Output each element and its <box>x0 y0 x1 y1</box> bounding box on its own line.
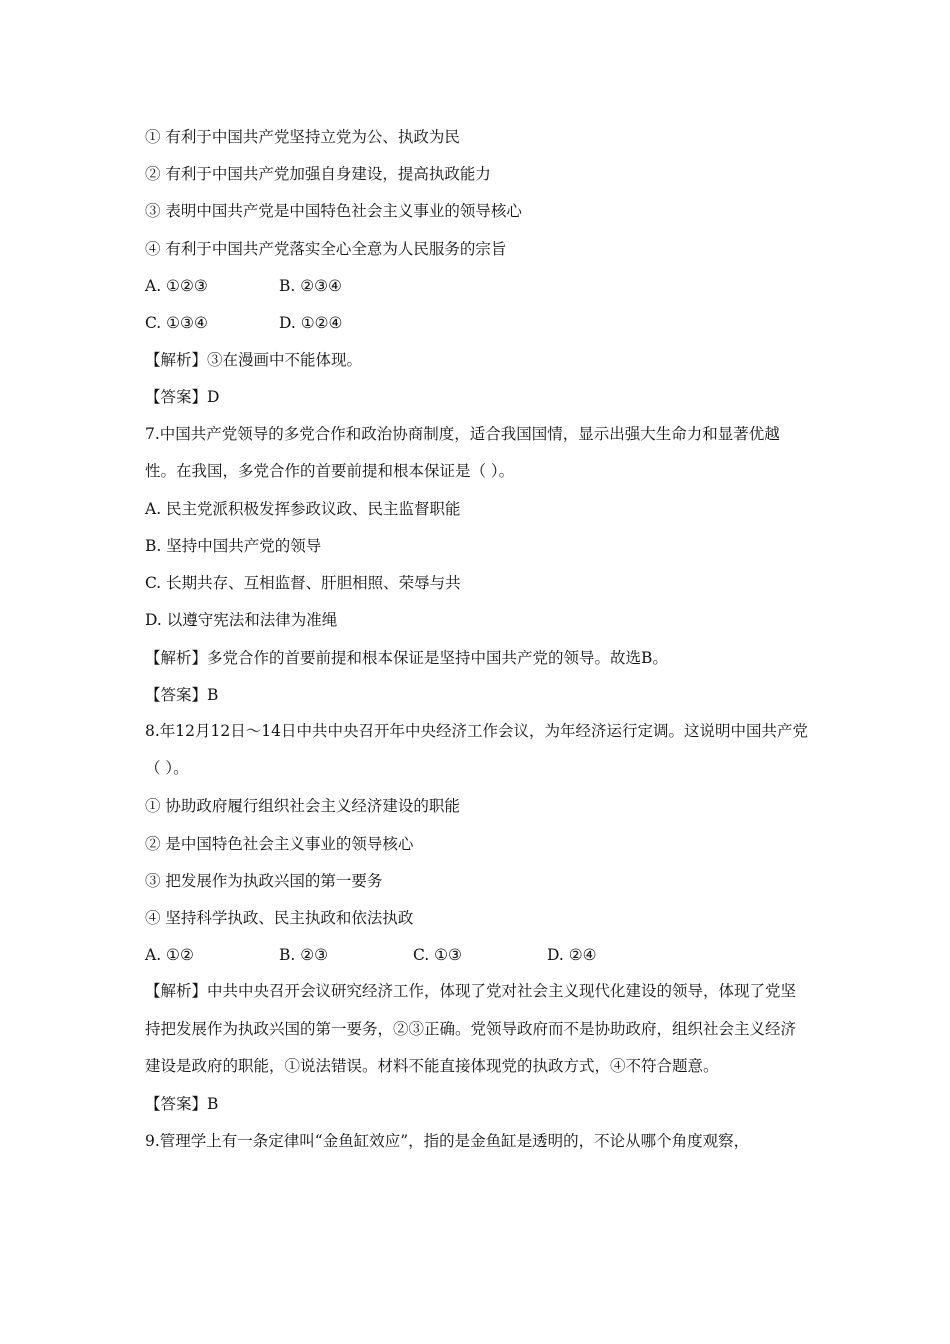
q8-option-b: B. ②③ <box>279 946 329 965</box>
q8-item-2: ② 是中国特色社会主义事业的领导核心 <box>145 834 414 853</box>
q6-item-2: ② 有利于中国共产党加强自身建设，提高执政能力 <box>145 165 491 184</box>
q8-item-4: ④ 坚持科学执政、民主执政和依法执政 <box>145 909 414 927</box>
q9-stem: 9.管理学上有一条定律叫“金鱼缸效应”，指的是金鱼缸是透明的，不论从哪个角度观察， <box>145 1132 750 1151</box>
q8-stem: 8.年12月12日～14日中共中央召开年中央经济工作会议，为年经济运行定调。这说明中国共产党（ ）。 <box>145 722 808 778</box>
q7-option-b: B. 坚持中国共产党的领导 <box>145 537 322 556</box>
q6-item-3: ③ 表明中国共产党是中国特色社会主义事业的领导核心 <box>145 202 522 221</box>
q8-options <box>145 940 810 977</box>
q7-option-d: D. 以遵守宪法和法律为准绳 <box>145 611 338 630</box>
q8-option-d: D. ②④ <box>547 946 597 965</box>
q8-item-3: ③ 把发展作为执政兴国的第一要务 <box>145 871 383 890</box>
q6-option-c: C. ①③④ <box>145 313 208 332</box>
q6-answer: 【答案】D <box>145 388 220 407</box>
q8-analysis: 【解析】中共中央召开会议研究经济工作，体现了党对社会主义现代化建设的领导，体现了党坚持把发展作为执政兴国的第一要务，②③正确。党领导政府而不是协助政府，组织社会主义经济建设是政府的职能，①说法错误。材料不能直接体现党的执政方式，④不符合题意。 <box>145 982 797 1075</box>
q6-options-row-2 <box>145 308 810 345</box>
q6-option-d: D. ①②④ <box>279 313 343 332</box>
q8-option-c: C. ①③ <box>413 946 462 965</box>
document-content <box>145 122 810 1163</box>
q6-item-1: ① 有利于中国共产党坚持立党为公、执政为民 <box>145 128 460 146</box>
q6-options-row-1 <box>145 271 810 308</box>
q6-option-a: A. ①②③ <box>145 276 208 295</box>
q7-answer: 【答案】B <box>145 685 219 704</box>
q6-analysis: 【解析】③在漫画中不能体现。 <box>145 351 363 370</box>
q7-stem: 7.中国共产党领导的多党合作和政治协商制度，适合我国国情，显示出强大生命力和显著优越性。在我国，多党合作的首要前提和根本保证是（ ）。 <box>145 424 780 480</box>
q7-analysis: 【解析】多党合作的首要前提和根本保证是坚持中国共产党的领导。故选B。 <box>145 648 668 667</box>
q6-item-4: ④ 有利于中国共产党落实全心全意为人民服务的宗旨 <box>145 239 507 258</box>
q6-option-b: B. ②③④ <box>279 276 342 295</box>
q8-option-a: A. ①② <box>145 946 194 965</box>
q7-option-c: C. 长期共存、互相监督、肝胆相照、荣辱与共 <box>145 574 461 593</box>
q7-option-a: A. 民主党派积极发挥参政议政、民主监督职能 <box>145 499 461 518</box>
q8-answer: 【答案】B <box>145 1094 219 1113</box>
q8-item-1: ① 协助政府履行组织社会主义经济建设的职能 <box>145 797 460 816</box>
